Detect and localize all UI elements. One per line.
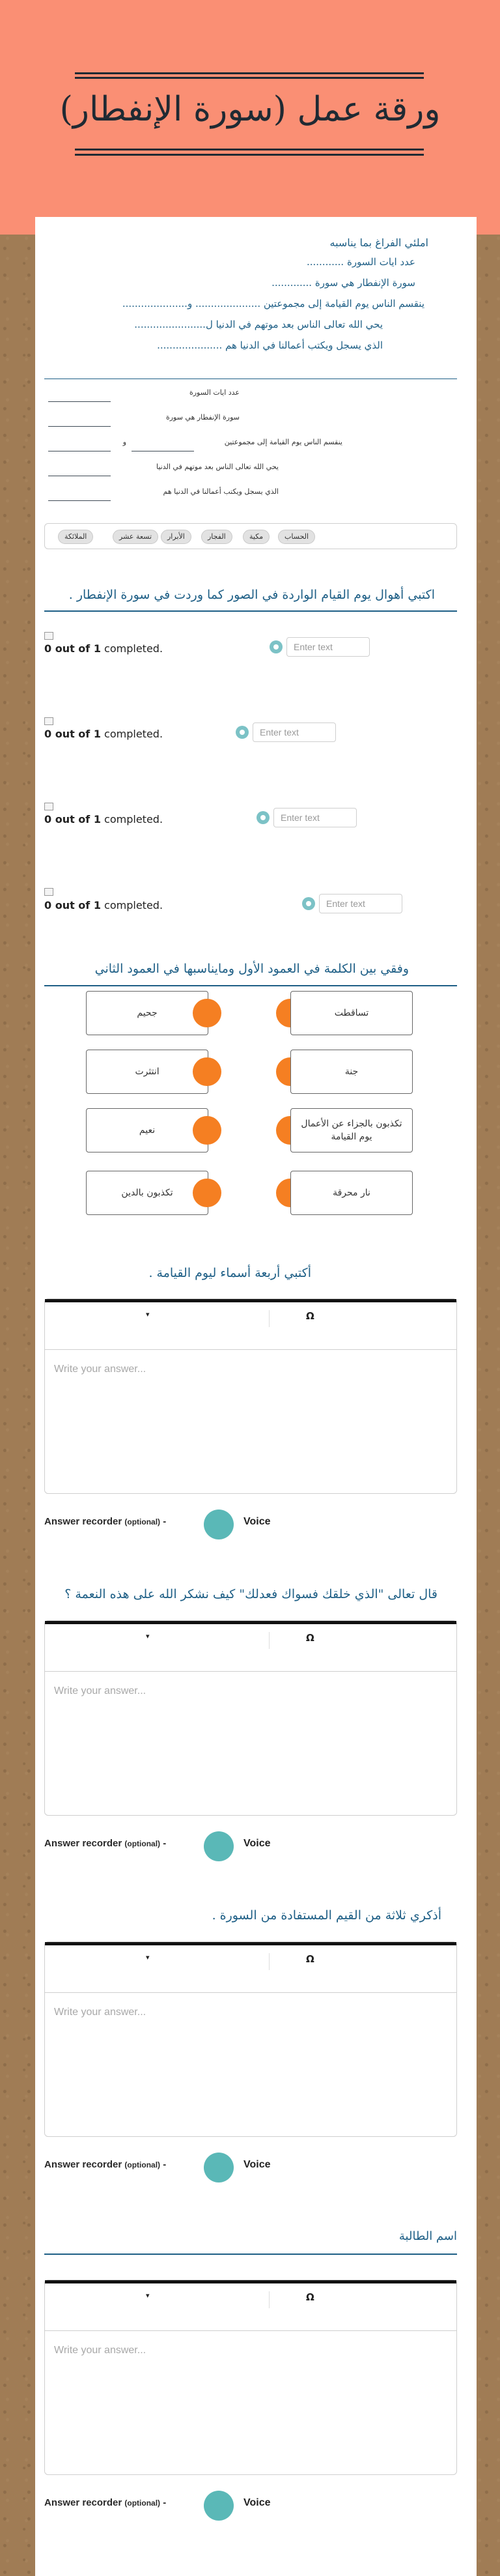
answer-input-1[interactable]: Enter text xyxy=(286,637,370,657)
score-status: 0 out of 1 completed. xyxy=(44,642,163,655)
fill-line-1: عدد ايات السورة ............ xyxy=(306,256,415,268)
images-question-title: اكتبي أهوال يوم القيام الواردة في الصور كما وردت في سورة الإنفطار . xyxy=(68,588,435,602)
radio-dot-icon[interactable] xyxy=(236,726,249,739)
matching-title-underline xyxy=(44,985,457,986)
broken-image-icon xyxy=(44,888,53,896)
answer-textarea-3[interactable]: Write your answer... xyxy=(54,2007,146,2018)
answer-textarea-1[interactable]: Write your answer... xyxy=(54,1364,146,1375)
broken-image-icon xyxy=(44,803,53,810)
toolbar-separator xyxy=(269,2291,270,2308)
radio-dot-icon[interactable] xyxy=(302,897,315,910)
editor-toolbar xyxy=(45,1624,456,1672)
small-fill-label-4: يحي الله تعالى الناس بعد موتهم في الدنيا xyxy=(156,463,279,471)
voice-label: Voice xyxy=(243,2159,271,2170)
title-rule-bottom-2 xyxy=(75,154,424,156)
answer-recorder-label: Answer recorder (optional) - xyxy=(44,1838,167,1849)
answer-editor-2 xyxy=(44,1620,457,1816)
toolbar-separator xyxy=(269,1953,270,1970)
word-chip-malaika[interactable]: الملائكة xyxy=(58,530,93,544)
special-characters-icon[interactable]: Ω xyxy=(306,1632,314,1644)
score-status: 0 out of 1 completed. xyxy=(44,813,163,825)
word-chip-makkiya[interactable]: مكية xyxy=(243,530,270,544)
broken-image-icon xyxy=(44,632,53,640)
word-chip-tisata-ashar[interactable]: تسعة عشر xyxy=(113,530,158,544)
open-question-2-title: قال تعالى "الذي خلقك فسواك فعدلك" كيف نشكر الله على هذه النعمة ؟ xyxy=(64,1587,438,1601)
chevron-down-icon[interactable]: ▾ xyxy=(146,1310,150,1319)
answer-editor-1 xyxy=(44,1298,457,1494)
record-voice-button[interactable] xyxy=(204,1831,234,1861)
editor-toolbar xyxy=(45,1302,456,1350)
match-left-2[interactable]: انتثرت xyxy=(86,1050,208,1094)
fill-line-4: يحي الله تعالى الناس بعد موتهم في الدنيا ل....................... xyxy=(134,319,383,330)
fill-blank-1[interactable] xyxy=(48,401,111,402)
match-right-4[interactable]: نار محرقة xyxy=(290,1171,413,1215)
page-title: ورقة عمل (سورة الإنفطار) xyxy=(59,90,441,129)
radio-dot-icon[interactable] xyxy=(270,640,283,653)
voice-label: Voice xyxy=(243,2497,271,2508)
match-dot-left-4[interactable] xyxy=(193,1179,221,1207)
answer-input-3[interactable]: Enter text xyxy=(273,808,357,827)
record-voice-button[interactable] xyxy=(204,2491,234,2521)
match-right-3[interactable]: تكذبون بالجزاء عن الأعمال يوم القيامة xyxy=(290,1108,413,1152)
match-left-3[interactable]: نعيم xyxy=(86,1108,208,1152)
word-bank xyxy=(44,523,457,549)
matching-question-title: وفقي بين الكلمة في العمود الأول ومايناسبها في العمود الثاني xyxy=(94,962,409,976)
header-banner xyxy=(0,0,500,235)
worksheet xyxy=(35,217,477,2576)
answer-recorder-label: Answer recorder (optional) - xyxy=(44,1516,167,1527)
small-fill-label-5: الذي يسجل ويكتب أعمالنا في الدنيا هم xyxy=(163,487,279,496)
match-right-2[interactable]: جنة xyxy=(290,1050,413,1094)
student-name-underline xyxy=(44,2254,457,2255)
special-characters-icon[interactable]: Ω xyxy=(306,1310,314,1322)
radio-dot-icon[interactable] xyxy=(257,811,270,824)
editor-toolbar xyxy=(45,1945,456,1993)
open-question-3-title: أذكري ثلاثة من القيم المستفادة من السورة . xyxy=(212,1908,441,1923)
answer-textarea-4[interactable]: Write your answer... xyxy=(54,2345,146,2356)
record-voice-button[interactable] xyxy=(204,1510,234,1539)
broken-image-icon xyxy=(44,717,53,725)
answer-input-2[interactable]: Enter text xyxy=(253,723,336,742)
answer-recorder-label: Answer recorder (optional) - xyxy=(44,2497,167,2508)
student-name-title: اسم الطالبة xyxy=(398,2229,457,2243)
toolbar-separator xyxy=(269,1310,270,1327)
fill-line-5: الذي يسجل ويكتب أعمالنا في الدنيا هم ..................... xyxy=(157,339,383,351)
answer-input-4[interactable]: Enter text xyxy=(319,894,402,913)
fill-blank-2[interactable] xyxy=(48,426,111,427)
fill-blank-5[interactable] xyxy=(48,500,111,501)
answer-textarea-2[interactable]: Write your answer... xyxy=(54,1685,146,1696)
small-fill-label-3: ينقسم الناس يوم القيامة إلى مجموعتين xyxy=(224,438,342,446)
editor-toolbar xyxy=(45,2283,456,2331)
voice-label: Voice xyxy=(243,1838,271,1849)
score-status: 0 out of 1 completed. xyxy=(44,728,163,740)
match-dot-left-3[interactable] xyxy=(193,1116,221,1145)
small-fill-label-2: سورة الإنفطار هي سورة xyxy=(165,413,240,422)
answer-recorder-label: Answer recorder (optional) - xyxy=(44,2159,167,2170)
toolbar-separator xyxy=(269,1632,270,1649)
match-left-1[interactable]: جحيم xyxy=(86,991,208,1035)
title-rule-top xyxy=(75,72,424,74)
special-characters-icon[interactable]: Ω xyxy=(306,2291,314,2303)
record-voice-button[interactable] xyxy=(204,2153,234,2182)
title-rule-top-2 xyxy=(75,77,424,79)
score-status: 0 out of 1 completed. xyxy=(44,899,163,911)
match-dot-left-1[interactable] xyxy=(193,999,221,1027)
word-chip-fujjar[interactable]: الفجار xyxy=(201,530,232,544)
fill-line-3: ينقسم الناس يوم القيامة إلى مجموعتين ..................... و..................... xyxy=(122,298,424,309)
chevron-down-icon[interactable]: ▾ xyxy=(146,2291,150,2300)
fill-line-2: سورة الإنفطار هي سورة ............. xyxy=(271,277,415,289)
word-chip-abrar[interactable]: الأبرار xyxy=(161,530,191,544)
chevron-down-icon[interactable]: ▾ xyxy=(146,1632,150,1640)
special-characters-icon[interactable]: Ω xyxy=(306,1953,314,1965)
small-fill-label-and: و xyxy=(122,438,126,446)
answer-editor-3 xyxy=(44,1941,457,2137)
images-title-underline xyxy=(44,610,457,612)
small-fill-label-1: عدد ايات السورة xyxy=(189,388,240,397)
match-dot-left-2[interactable] xyxy=(193,1057,221,1086)
match-right-1[interactable]: تساقطت xyxy=(290,991,413,1035)
match-left-4[interactable]: تكذبون بالدين xyxy=(86,1171,208,1215)
word-chip-hisab[interactable]: الحساب xyxy=(278,530,315,544)
voice-label: Voice xyxy=(243,1516,271,1527)
chevron-down-icon[interactable]: ▾ xyxy=(146,1953,150,1962)
open-question-1-title: أكتبي أربعة أسماء ليوم القيامة . xyxy=(148,1266,311,1280)
fill-instruction: املئي الفراغ بما يناسبه xyxy=(329,236,428,249)
answer-editor-4 xyxy=(44,2280,457,2475)
title-rule-bottom xyxy=(75,149,424,150)
